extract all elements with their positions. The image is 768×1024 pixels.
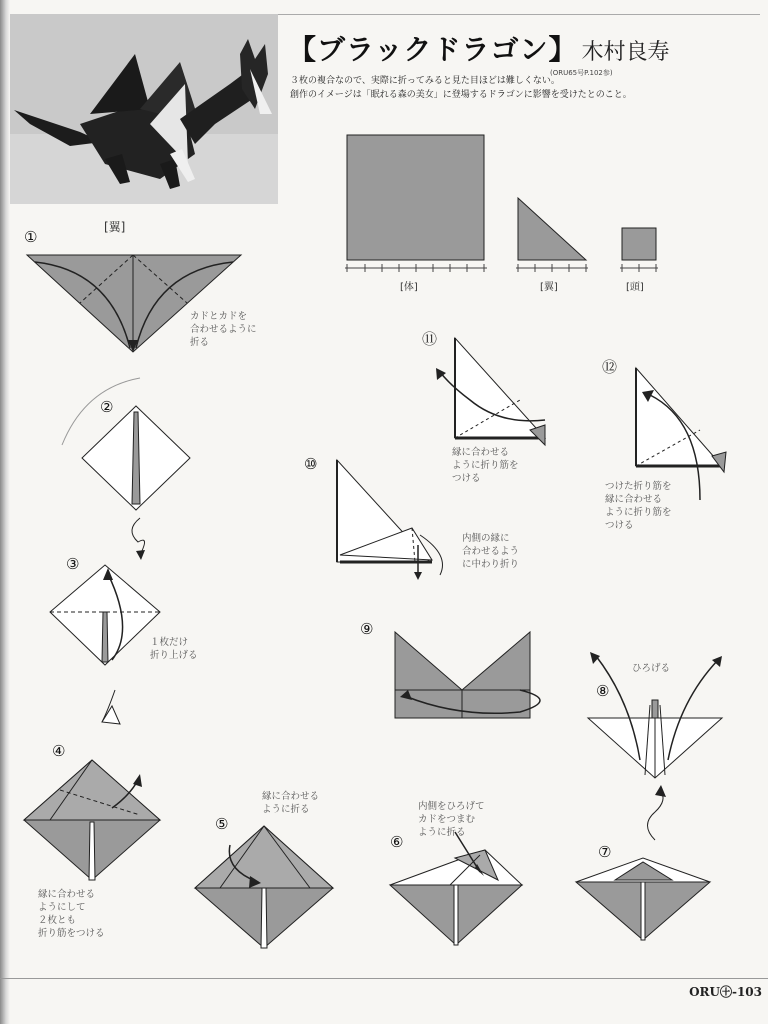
step7-number: ⑦ xyxy=(598,843,612,861)
wing-paper-triangle xyxy=(518,198,586,260)
step3-number: ③ xyxy=(66,555,80,573)
section-label-wing: [翼] xyxy=(104,220,126,234)
step6-number: ⑥ xyxy=(390,833,404,851)
description-line-1: ３枚の複合なので、実際に折ってみると見た目ほどは難しくない。 xyxy=(290,76,560,86)
step9-diagram xyxy=(395,632,540,718)
step10-instruction xyxy=(462,532,519,571)
step10-text-3: に中わり折り xyxy=(462,559,520,570)
bottom-rule xyxy=(0,978,768,979)
step4-text-2: ようにして xyxy=(38,902,86,913)
step12-instruction xyxy=(605,480,672,532)
reference-note: (ORU65号P.102参) xyxy=(550,69,613,77)
step8-text-1: ひろげる xyxy=(632,663,671,674)
step9-number: ⑨ xyxy=(360,620,374,638)
step1-text-2: 合わせるように xyxy=(190,324,257,335)
step12-text-2: 縁に合わせる xyxy=(605,494,663,505)
step6-diagram xyxy=(390,832,522,945)
page-title: 【ブラックドラゴン】 xyxy=(288,33,578,66)
step4-instruction xyxy=(38,888,105,940)
step6-text-3: ように折る xyxy=(418,827,466,838)
step12-text-4: つける xyxy=(605,520,634,531)
step10-diagram xyxy=(337,460,443,580)
step10-number: ⑩ xyxy=(304,455,318,473)
page-number: ORU㊉-103 xyxy=(689,985,762,999)
step8-number: ⑧ xyxy=(596,682,610,700)
step5-text-1: 縁に合わせる xyxy=(262,791,320,802)
step4-text-4: 折り筋をつける xyxy=(38,928,105,939)
step6-text-1: 内側をひろげて xyxy=(418,801,485,812)
step2-diagram xyxy=(62,378,190,560)
step5-instruction xyxy=(262,790,319,816)
step11-text-2: ように折り筋を xyxy=(452,460,519,471)
label-head: [頭] xyxy=(626,282,644,293)
step3-diagram xyxy=(50,565,160,724)
step3-text-2: 折り上げる xyxy=(150,650,198,661)
step10-text-2: 合わせるよう xyxy=(462,546,520,557)
step1-text-1: カドとカドを xyxy=(190,311,248,322)
step4-diagram xyxy=(24,760,160,880)
step4-number: ④ xyxy=(52,742,66,760)
step11-diagram xyxy=(436,338,545,445)
step3-instruction xyxy=(150,636,198,662)
step11-text-3: つける xyxy=(452,473,481,484)
step5-text-2: ように折る xyxy=(262,804,310,815)
author-name: 木村良寿 xyxy=(581,40,670,65)
step10-text-1: 内側の縁に xyxy=(462,533,510,544)
step6-instruction xyxy=(418,800,485,839)
step11-number: ⑪ xyxy=(422,330,438,348)
step8-instruction xyxy=(632,662,670,675)
step4-text-3: ２枚とも xyxy=(38,915,77,926)
step12-text-1: つけた折り筋を xyxy=(605,481,672,492)
description-line-2: 創作のイメージは「眠れる森の美女」に登場するドラゴンに影響を受けたとのこと。 xyxy=(290,90,632,100)
step7-diagram xyxy=(576,785,710,940)
step11-text-1: 縁に合わせる xyxy=(452,447,510,458)
step5-diagram xyxy=(195,826,333,948)
step2-number: ② xyxy=(100,398,114,416)
step3-text-1: １枚だけ xyxy=(150,637,189,648)
step1-instruction xyxy=(190,310,257,349)
step1-number: ① xyxy=(24,228,38,246)
head-paper-square xyxy=(622,228,656,260)
step5-number: ⑤ xyxy=(215,815,229,833)
label-body: [体] xyxy=(400,282,418,293)
step12-text-3: ように折り筋を xyxy=(605,507,672,518)
step12-number: ⑫ xyxy=(602,358,618,376)
step1-text-3: 折る xyxy=(190,337,210,348)
step4-text-1: 縁に合わせる xyxy=(38,889,96,900)
step6-text-2: カドをつまむ xyxy=(418,814,476,825)
body-paper-square xyxy=(347,135,484,260)
label-wing: [翼] xyxy=(540,282,558,293)
step11-instruction xyxy=(452,446,519,485)
